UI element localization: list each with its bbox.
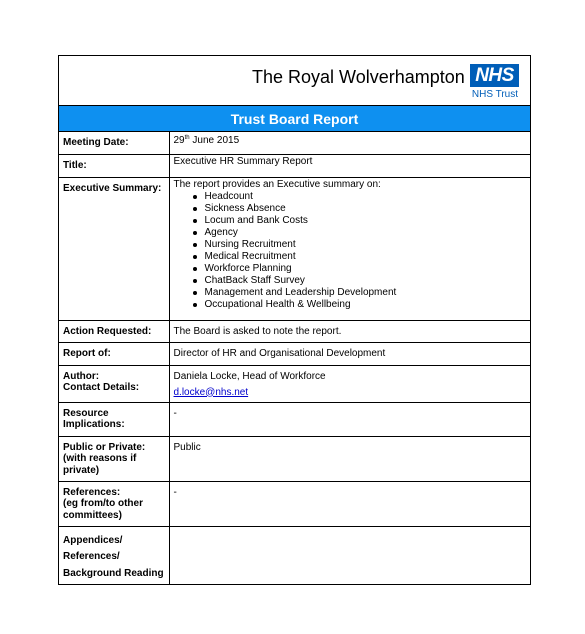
list-item xyxy=(174,215,527,227)
report-frame xyxy=(58,55,531,585)
public-private-value: Public xyxy=(169,436,530,481)
meeting-day-suffix: th xyxy=(184,135,190,141)
table-row xyxy=(59,436,530,481)
bullet-icon xyxy=(193,279,197,283)
label-line: References: xyxy=(63,486,121,498)
label-line: committees) xyxy=(63,509,122,521)
bullet-icon xyxy=(193,231,197,235)
summary-topic-list xyxy=(174,191,527,311)
bullet-icon xyxy=(193,243,197,247)
bullet-icon xyxy=(193,255,197,259)
table-row xyxy=(59,320,530,342)
label-line: (with reasons if xyxy=(63,453,137,464)
meeting-day: 29 xyxy=(173,135,185,146)
author-label-line: Author: xyxy=(63,370,100,382)
label-line: Implications: xyxy=(63,419,125,430)
references-value: - xyxy=(169,481,530,526)
list-item-text: Occupational Health & Wellbeing xyxy=(204,298,351,310)
author-email-link[interactable]: d.locke@nhs.net xyxy=(173,386,249,398)
label-line: Appendices/ xyxy=(63,534,123,546)
title-label: Title: xyxy=(59,154,169,177)
list-item-text: ChatBack Staff Survey xyxy=(204,274,305,286)
author-name: Daniela Locke, Head of Workforce xyxy=(173,370,326,382)
list-item-text: Sickness Absence xyxy=(204,202,286,214)
table-row xyxy=(59,342,530,365)
nhs-trust-label: NHS Trust xyxy=(471,89,518,100)
action-requested-label: Action Requested: xyxy=(59,320,169,342)
list-item xyxy=(174,227,527,239)
bullet-icon xyxy=(193,195,197,199)
list-item xyxy=(174,263,527,275)
table-row xyxy=(59,402,530,436)
bullet-icon xyxy=(193,207,197,211)
table-row xyxy=(59,526,530,584)
list-item xyxy=(174,239,527,251)
label-line: Resource xyxy=(63,407,109,419)
label-line: Background Reading xyxy=(63,567,164,579)
list-item xyxy=(174,275,527,287)
organisation-name: The Royal Wolverhampton xyxy=(252,67,465,87)
table-row xyxy=(59,154,530,177)
label-line: References/ xyxy=(63,551,120,562)
meeting-date-value xyxy=(169,132,530,154)
report-of-label: Report of: xyxy=(59,342,169,365)
list-item-text: Agency xyxy=(204,226,238,238)
resource-implications-label xyxy=(59,402,169,436)
report-details-table xyxy=(59,132,530,585)
label-line: Public or Private: xyxy=(63,441,146,453)
list-item xyxy=(174,299,527,311)
list-item xyxy=(174,251,527,263)
action-requested-value: The Board is asked to note the report. xyxy=(169,320,530,342)
meeting-month-year: June 2015 xyxy=(189,135,240,146)
title-value: Executive HR Summary Report xyxy=(169,154,530,177)
report-title-banner: Trust Board Report xyxy=(59,105,530,132)
executive-summary-value xyxy=(169,177,530,320)
nhs-logo: NHS xyxy=(470,64,519,87)
author-value xyxy=(169,365,530,402)
list-item xyxy=(174,191,527,203)
list-item-text: Locum and Bank Costs xyxy=(204,214,308,226)
meeting-date-label: Meeting Date: xyxy=(59,132,169,154)
contact-details-label-line: Contact Details: xyxy=(63,382,140,393)
appendices-label xyxy=(59,526,169,584)
list-item xyxy=(174,287,527,299)
report-header xyxy=(59,56,530,105)
executive-summary-label: Executive Summary: xyxy=(59,177,169,320)
list-item-text: Workforce Planning xyxy=(204,262,292,274)
table-row xyxy=(59,177,530,320)
list-item-text: Management and Leadership Development xyxy=(204,286,397,298)
bullet-icon xyxy=(193,303,197,307)
bullet-icon xyxy=(193,219,197,223)
executive-summary-intro: The report provides an Executive summary on: xyxy=(173,178,381,190)
table-row xyxy=(59,365,530,402)
label-line: (eg from/to other xyxy=(63,498,143,509)
list-item-text: Medical Recruitment xyxy=(204,250,296,262)
list-item-text: Headcount xyxy=(204,190,253,202)
list-item xyxy=(174,203,527,215)
author-label xyxy=(59,365,169,402)
appendices-value xyxy=(169,526,530,584)
resource-implications-value: - xyxy=(169,402,530,436)
bullet-icon xyxy=(193,291,197,295)
public-private-label xyxy=(59,436,169,481)
table-row xyxy=(59,132,530,154)
bullet-icon xyxy=(193,267,197,271)
list-item-text: Nursing Recruitment xyxy=(204,238,296,250)
table-row xyxy=(59,481,530,526)
report-of-value: Director of HR and Organisational Development xyxy=(169,342,530,365)
label-line: private) xyxy=(63,464,100,476)
references-label xyxy=(59,481,169,526)
